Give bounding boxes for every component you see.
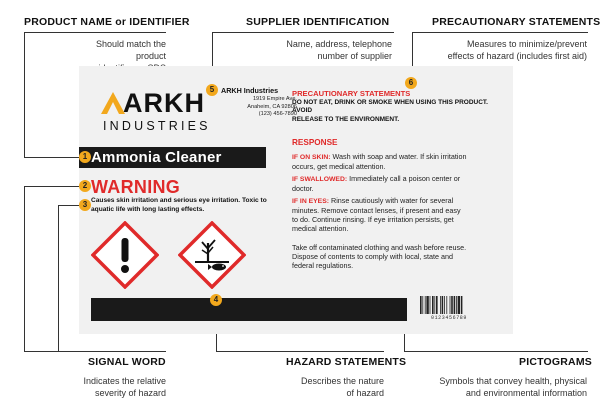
- callout-pictograms-desc-line1: Symbols that convey health, physical: [439, 376, 587, 386]
- leader-hazard-horizontal: [58, 205, 80, 206]
- supplier-phone: (123) 456-7890: [258, 111, 297, 118]
- environment-pictogram-icon: [178, 221, 246, 289]
- precautionary-text: [292, 99, 507, 124]
- exclamation-mark-pictogram-icon: [91, 221, 159, 289]
- logo-wordmark: ARKH: [123, 88, 205, 118]
- arkh-logo-icon: [101, 92, 125, 114]
- leader-signal-vertical: [24, 186, 25, 352]
- leader-signal-horizontal: [24, 186, 80, 187]
- callout-hazard-title: HAZARD STATEMENTS: [286, 356, 407, 368]
- badge-4: 4: [210, 294, 222, 306]
- response-swallowed: [292, 174, 507, 193]
- supplier-address: [209, 96, 297, 119]
- callout-precautionary-rule: [412, 32, 588, 33]
- skin-text-line2: occurs, get medical attention.: [292, 162, 386, 171]
- leader-product-vertical: [24, 32, 25, 158]
- final-text-line3: federal regulations.: [292, 261, 354, 270]
- response-skin: [292, 152, 507, 171]
- callout-supplier-title: SUPPLIER IDENTIFICATION: [246, 16, 390, 28]
- precautionary-text-line1: DO NOT EAT, DRINK OR SMOKE WHEN USING THIS PRODUCT. AVOID: [292, 99, 488, 115]
- hazard-statements: [91, 197, 291, 214]
- response-heading: RESPONSE: [292, 138, 338, 147]
- skin-text-line1: Wash with soap and water. If skin irritation: [330, 152, 467, 161]
- callout-supplier-desc-line1: Name, address, telephone: [286, 39, 392, 49]
- callout-signal-desc-line1: Indicates the relative: [83, 376, 166, 386]
- callout-pictograms-title: PICTOGRAMS: [519, 356, 592, 368]
- callout-hazard-desc-line1: Describes the nature: [300, 376, 384, 386]
- response-eyes: [292, 196, 507, 233]
- badge-1: 1: [79, 151, 91, 163]
- hazard-statement-line1: Causes skin irritation and serious eye irritation. Toxic to: [91, 197, 267, 204]
- final-text-line2: Dispose of contents to comply with local, state and: [292, 252, 454, 261]
- leader-hazard-vertical: [58, 205, 59, 351]
- callout-signal-desc: [66, 375, 166, 399]
- callout-pictograms-desc: [420, 375, 587, 399]
- label-card: [79, 66, 513, 334]
- callout-supplier-desc: [250, 38, 392, 62]
- callout-product-title: PRODUCT NAME or IDENTIFIER: [24, 16, 190, 28]
- eyes-text-line2: minutes. Remove contact lenses, if present and easy: [292, 206, 461, 215]
- supplier-address-line1: 1919 Empire Ave.: [252, 96, 297, 102]
- callout-product-desc-line1: Should match the product: [95, 39, 166, 61]
- callout-pictograms-desc-line2: and environmental information: [465, 388, 587, 398]
- bottom-bar: [91, 298, 407, 321]
- callout-precautionary-desc-line2: effects of hazard (includes first aid): [447, 51, 587, 61]
- logo-subtitle: INDUSTRIES: [103, 119, 211, 133]
- response-final: [292, 243, 507, 270]
- callout-hazard-rule: [216, 351, 384, 352]
- callout-product-rule: [24, 32, 166, 33]
- callout-hazard-desc: [284, 375, 384, 399]
- supplier-name: ARKH Industries: [221, 86, 279, 95]
- swallow-label: IF SWALLOWED:: [292, 176, 348, 183]
- supplier-address-line2: Anaheim, CA 92806: [247, 103, 297, 110]
- product-name: Ammonia Cleaner: [79, 147, 266, 168]
- leader-product-horizontal: [24, 157, 80, 158]
- final-text-line1: Take off contaminated clothing and wash before reuse.: [292, 243, 467, 252]
- callout-signal-title: SIGNAL WORD: [88, 356, 166, 368]
- badge-6: 6: [405, 77, 417, 89]
- hazard-statement-line2: aquatic life with long lasting effects.: [91, 205, 205, 213]
- eyes-text-line3: to do. Continue rinsing. If eye irritation persists, get: [292, 215, 454, 224]
- skin-label: IF ON SKIN:: [292, 154, 331, 161]
- callout-precautionary-desc: [420, 38, 587, 62]
- callout-precautionary-title: PRECAUTIONARY STATEMENTS: [432, 16, 600, 28]
- badge-3: 3: [79, 199, 91, 211]
- signal-word: WARNING: [91, 177, 181, 197]
- swallow-text-line2: doctor.: [292, 184, 314, 193]
- callout-pictograms-rule: [404, 351, 588, 352]
- eyes-label: IF IN EYES:: [292, 198, 330, 205]
- callout-hazard-desc-line2: of hazard: [346, 388, 384, 398]
- badge-5: 5: [206, 84, 218, 96]
- barcode-icon: [420, 296, 478, 314]
- callout-supplier-desc-line2: number of supplier: [317, 51, 392, 61]
- precautionary-heading: PRECAUTIONARY STATEMENTS: [292, 89, 411, 98]
- callout-signal-rule: [24, 351, 166, 352]
- precautionary-text-line2: RELEASE TO THE ENVIRONMENT.: [292, 115, 400, 123]
- swallow-text-line1: Immediately call a poison center or: [347, 174, 461, 183]
- eyes-text-line4: medical attention.: [292, 224, 349, 233]
- callout-supplier-rule: [212, 32, 394, 33]
- eyes-text-line1: Rinse cautiously with water for several: [329, 196, 454, 205]
- callout-precautionary-desc-line1: Measures to minimize/prevent: [466, 39, 587, 49]
- badge-2: 2: [79, 180, 91, 192]
- barcode-number: 0123456789: [430, 315, 467, 321]
- callout-signal-desc-line2: severity of hazard: [94, 388, 166, 398]
